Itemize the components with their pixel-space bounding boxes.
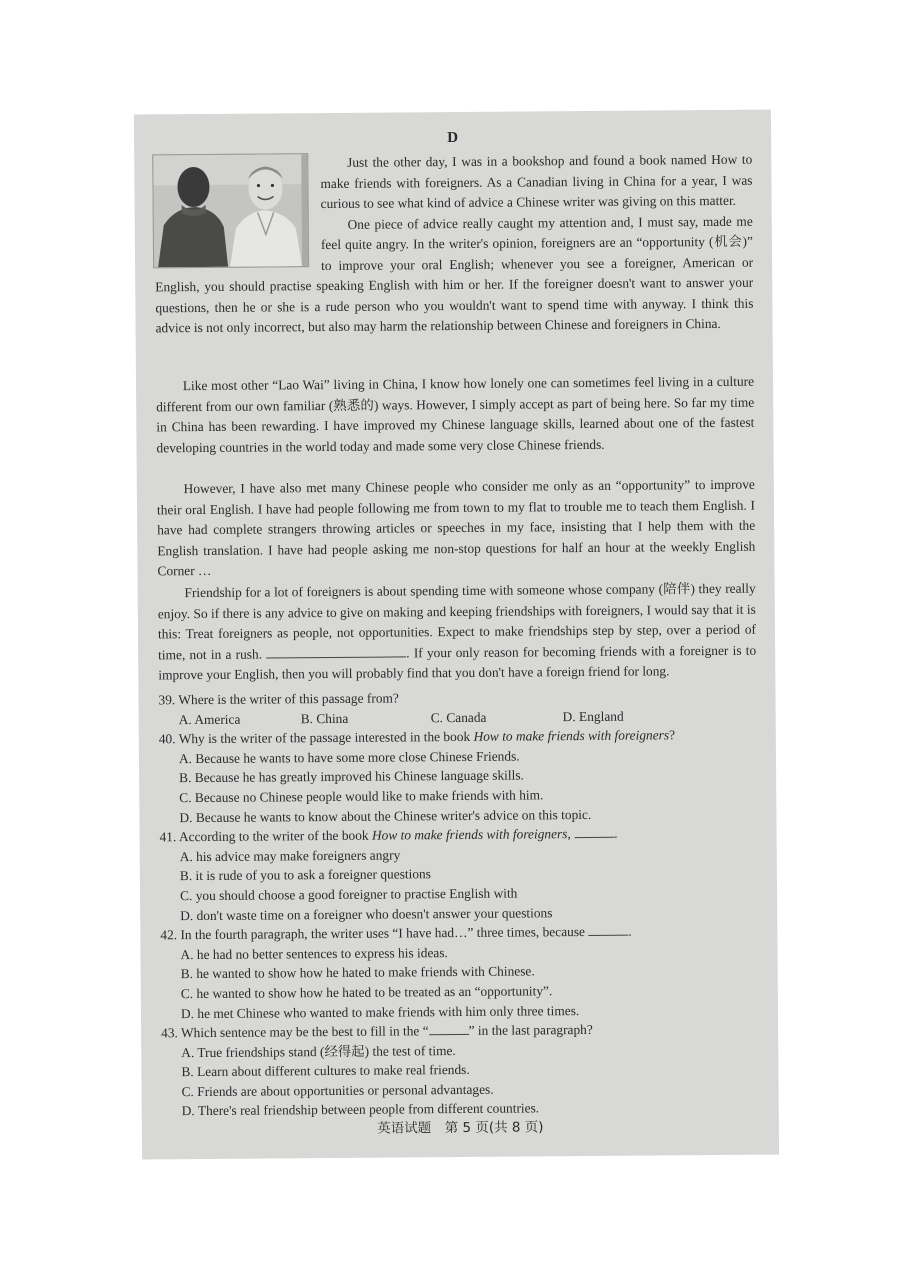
option-43-c[interactable]: C. Friends are about opportunities or personal advantages.	[181, 1081, 494, 1100]
paragraph-1-text: Just the other day, I was in a bookshop and found a book named How to make friends with foreigners. As a Canadian living in China for a year, I was curious to see what kind of advice a Chinese writer was giving on this matter.	[320, 151, 753, 212]
section-heading: D	[447, 129, 459, 147]
answer-blank-43[interactable]	[266, 644, 406, 658]
option-42-c[interactable]: C. he wanted to show how he hated to be treated as an “opportunity”.	[180, 983, 553, 1002]
paragraph-5: Friendship for a lot of foreigners is about spending time with someone whose company (陪伴) they really enjoy. So if there is any advice to give on making and keeping friendships with foreigners, I would say that it is this: Treat foreigners as people, not opportunities. Expect to make friendships step by step, over a period of time, not in a rush. . If your only reason for becoming friends with a foreigner is to improve your English, then you will probably find that you don't have a foreign friend for long.	[157, 580, 757, 683]
option-43-a[interactable]: A. True friendships stand (经得起) the test of time.	[181, 1042, 456, 1060]
answer-blank-42[interactable]	[588, 923, 628, 936]
option-39-b[interactable]: B. China	[300, 710, 349, 726]
page-footer: 英语试题 第 5 页(共 8 页)	[377, 1119, 544, 1137]
option-42-a[interactable]: A. he had no better sentences to express his ideas.	[180, 944, 448, 962]
question-43-stem-a: 43. Which sentence may be the best to fill in the “	[161, 1023, 429, 1041]
paragraph-2-text: One piece of advice really caught my attention and, I must say, made me feel quite angry. In the writer's opinion, foreigners are an “opportunity (机会)” to improve your oral English; whenever you see a foreigner, American or English, you should practise speaking English with him or her. If the foreigner doesn't want to answer your questions, then he or she is a rude person who you wouldn't want to spend time with anyway. I think this advice is not only incorrect, but also may harm the relationship between Chinese and foreigners in China.	[155, 213, 754, 336]
exam-page	[134, 110, 779, 1160]
option-41-b[interactable]: B. it is rude of you to ask a foreigner questions	[179, 866, 431, 884]
paragraph-5-text-a: Friendship for a lot of foreigners is about spending time with someone whose company (陪伴) they really enjoy. So if there is any advice to give on making and keeping friendships with foreigners, I would say that it is this: Treat foreigners as people, not opportunities. Expect to make friendships step by step, over a period of time, not in a rush.	[157, 580, 757, 662]
option-40-b[interactable]: B. Because he has greatly improved his Chinese language skills.	[179, 767, 524, 786]
option-41-a[interactable]: A. his advice may make foreigners angry	[179, 847, 401, 864]
question-43-stem-b: ” in the last paragraph?	[468, 1022, 593, 1039]
paragraph-3: Like most other “Lao Wai” living in China, I know how lonely one can sometimes feel living in a culture different from our own familiar (熟悉的) ways. However, I simply accept as part of being here. So far my time in China has been rewarding. I have improved my Chinese language skills, learned about one of the fastest developing countries in the world today and made some very close Chinese friends.	[156, 373, 755, 455]
question-42-stem-a: 42. In the fourth paragraph, the writer uses “I have had…” three times, because	[160, 924, 586, 943]
option-39-a[interactable]: A. America	[178, 711, 241, 727]
option-40-c[interactable]: C. Because no Chinese people would like to make friends with him.	[179, 787, 544, 806]
option-41-d[interactable]: D. don't waste time on a foreigner who doesn't answer your questions	[180, 904, 553, 923]
paragraph-1	[154, 150, 753, 339]
question-41-book-title: How to make friends with foreigners	[371, 826, 568, 843]
option-39-d[interactable]: D. England	[562, 708, 624, 724]
question-43-blank	[429, 1022, 469, 1035]
question-41-stem-end: .	[614, 825, 618, 841]
question-40-book-title: How to make friends with foreigners	[473, 727, 670, 745]
question-39-stem: 39. Where is the writer of this passage from?	[158, 690, 399, 708]
question-40-stem-a: 40. Why is the writer of the passage interested in the book	[158, 729, 474, 747]
photo-wrap-space	[154, 153, 321, 272]
option-43-d[interactable]: D. There's real friendship between people from different countries.	[181, 1100, 540, 1119]
paragraph-5-text-b: If your only reason for becoming friends with a foreigner is to improve your English, then you will probably find that you don't have a foreign friend for long.	[158, 642, 757, 683]
option-41-c[interactable]: C. you should choose a good foreigner to practise English with	[179, 885, 518, 904]
question-40-stem-b: ?	[669, 727, 676, 743]
question-42-stem-end: .	[628, 923, 632, 939]
option-39-c[interactable]: C. Canada	[430, 709, 487, 725]
question-list	[158, 686, 759, 1122]
option-42-d[interactable]: D. he met Chinese who wanted to make friends with him only three times.	[180, 1002, 580, 1021]
option-40-a[interactable]: A. Because he wants to have some more close Chinese Friends.	[178, 748, 520, 766]
question-41-stem-a: 41. According to the writer of the book	[159, 827, 372, 845]
option-43-b[interactable]: B. Learn about different cultures to make real friends.	[181, 1062, 470, 1080]
paragraph-4: However, I have also met many Chinese people who consider me only as an “opportunity” to improve their oral English. I have had people following me from town to my flat to trouble me to teach them English. I have had complete strangers throwing articles or speeches in my face, insisting that I help them with the English translation. I have had people asking me non-stop questions for half an hour at the weekly English Corner …	[156, 476, 756, 579]
option-42-b[interactable]: B. he wanted to show how he hated to make friends with Chinese.	[180, 963, 535, 982]
answer-blank-41[interactable]	[574, 825, 614, 838]
option-40-d[interactable]: D. Because he wants to know about the Chinese writer's advice on this topic.	[179, 806, 592, 825]
question-41-stem-b: ,	[567, 826, 571, 842]
